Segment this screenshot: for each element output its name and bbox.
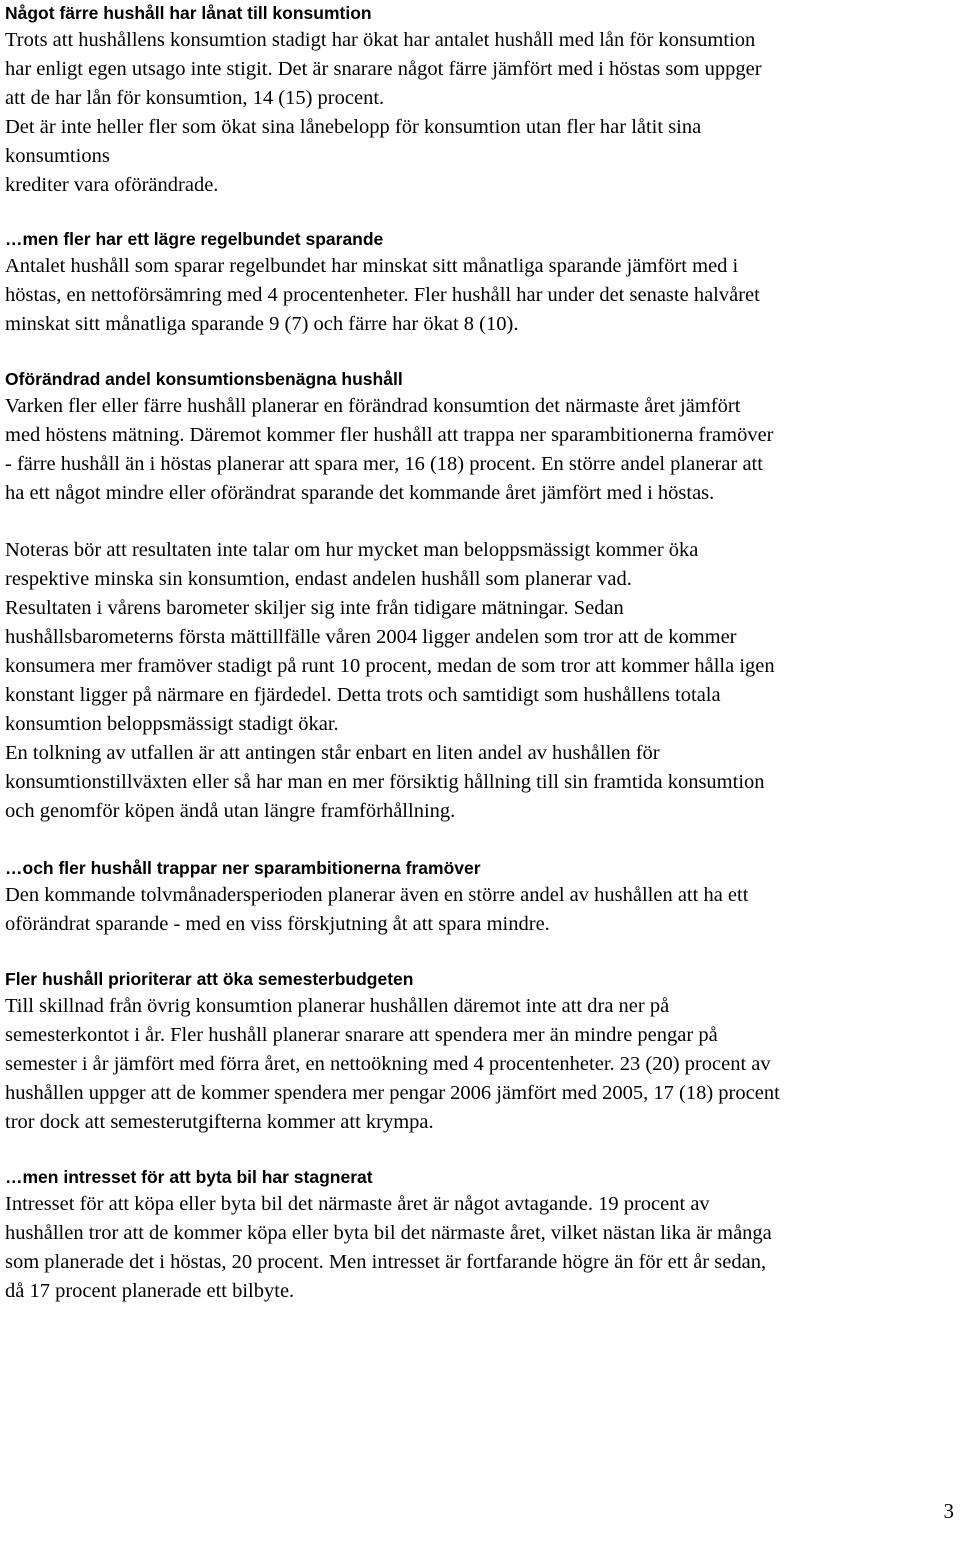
section-heading: …och fler hushåll trappar ner sparambitionerna framöver — [5, 858, 481, 878]
text-line: tror dock att semesterutgifterna kommer att krympa. — [5, 1111, 434, 1133]
text-line: med höstens mätning. Däremot kommer fler hushåll att trappa ner sparambitionerna framöver — [5, 424, 774, 446]
section-paragraph — [5, 113, 955, 200]
text-line: konstant ligger på närmare en fjärdedel. Detta trots och samtidigt som hushållens totala — [5, 684, 721, 706]
text-line: - färre hushåll än i höstas planerar att spara mer, 16 (18) procent. En större andel planerar att — [5, 453, 763, 475]
text-line: och genomför köpen ändå utan längre framförhållning. — [5, 800, 456, 822]
section-notes — [5, 536, 955, 826]
text-line: Antalet hushåll som sparar regelbundet har minskat sitt månatliga sparande jämfört med i — [5, 255, 739, 277]
section-heading: Oförändrad andel konsumtionsbenägna hushåll — [5, 369, 403, 389]
text-line: då 17 procent planerade ett bilbyte. — [5, 1280, 295, 1302]
section-paragraph — [5, 536, 955, 826]
text-line: Intresset för att köpa eller byta bil det närmaste året är något avtagande. 19 procent av — [5, 1193, 710, 1215]
text-line: krediter vara oförändrade. — [5, 174, 219, 196]
text-line: semesterkontot i år. Fler hushåll planerar snarare att spendera mer än mindre pengar på — [5, 1024, 718, 1046]
section-saving — [5, 226, 955, 339]
section-heading: Fler hushåll prioriterar att öka semesterbudgeten — [5, 969, 414, 989]
section-car-interest — [5, 1164, 955, 1306]
section-vacation-budget — [5, 966, 955, 1137]
section-heading: …men intresset för att byta bil har stagnerat — [5, 1167, 373, 1187]
section-loans — [5, 0, 955, 200]
section-paragraph — [5, 992, 955, 1137]
text-line: oförändrat sparande - med en viss förskjutning åt att spara mindre. — [5, 913, 550, 935]
text-line: respektive minska sin konsumtion, endast andelen hushåll som planerar vad. — [5, 568, 632, 590]
text-line: minskat sitt månatliga sparande 9 (7) och färre har ökat 8 (10). — [5, 313, 519, 335]
text-line: En tolkning av utfallen är att antingen står enbart en liten andel av hushållen för — [5, 742, 660, 764]
text-line: Noteras bör att resultaten inte talar om hur mycket man beloppsmässigt kommer öka — [5, 539, 699, 561]
text-line: att de har lån för konsumtion, 14 (15) procent. — [5, 87, 385, 109]
section-paragraph — [5, 26, 955, 113]
text-line: Den kommande tolvmånadersperioden planerar även en större andel av hushållen att ha ett — [5, 884, 749, 906]
section-saving-ambitions — [5, 855, 955, 939]
text-line: Resultaten i vårens barometer skiljer sig inte från tidigare mätningar. Sedan — [5, 597, 624, 619]
section-heading: Något färre hushåll har lånat till konsumtion — [5, 3, 372, 23]
text-line: semester i år jämfört med förra året, en nettoökning med 4 procentenheter. 23 (20) procent av — [5, 1053, 771, 1075]
section-consumption — [5, 366, 955, 508]
text-line: konsumtionstillväxten eller så har man en mer försiktig hållning till sin framtida konsumtion — [5, 771, 765, 793]
text-line: konsumtions — [5, 145, 110, 167]
text-line: som planerade det i höstas, 20 procent. Men intresset är fortfarande högre än för ett år sedan, — [5, 1251, 767, 1273]
section-paragraph — [5, 1190, 955, 1306]
text-line: hushållsbarometerns första mättillfälle våren 2004 ligger andelen som tror att de kommer — [5, 626, 737, 648]
page-number: 3 — [943, 1499, 954, 1523]
text-line: har enligt egen utsago inte stigit. Det är snarare något färre jämfört med i höstas som uppger — [5, 58, 762, 80]
text-line: Varken fler eller färre hushåll planerar en förändrad konsumtion det närmaste året jämfört — [5, 395, 741, 417]
text-line: hushållen uppger att de kommer spendera mer pengar 2006 jämfört med 2005, 17 (18) procent — [5, 1082, 780, 1104]
text-line: hushållen tror att de kommer köpa eller byta bil det närmaste året, vilket nästan lika är många — [5, 1222, 772, 1244]
section-heading: …men fler har ett lägre regelbundet sparande — [5, 229, 384, 249]
text-line: konsumera mer framöver stadigt på runt 10 procent, medan de som tror att kommer hålla igen — [5, 655, 775, 677]
text-line: höstas, en nettoförsämring med 4 procentenheter. Fler hushåll har under det senaste halvåret — [5, 284, 760, 306]
section-paragraph — [5, 392, 955, 508]
text-line: Trots att hushållens konsumtion stadigt har ökat har antalet hushåll med lån för konsumtion — [5, 29, 756, 51]
text-line: konsumtion beloppsmässigt stadigt ökar. — [5, 713, 339, 735]
text-line: Till skillnad från övrig konsumtion planerar hushållen däremot inte att dra ner på — [5, 995, 670, 1017]
text-line: ha ett något mindre eller oförändrat sparande det kommande året jämfört med i höstas. — [5, 482, 715, 504]
section-paragraph — [5, 252, 955, 339]
text-line: Det är inte heller fler som ökat sina lånebelopp för konsumtion utan fler har låtit sina — [5, 116, 702, 138]
section-paragraph — [5, 881, 955, 939]
